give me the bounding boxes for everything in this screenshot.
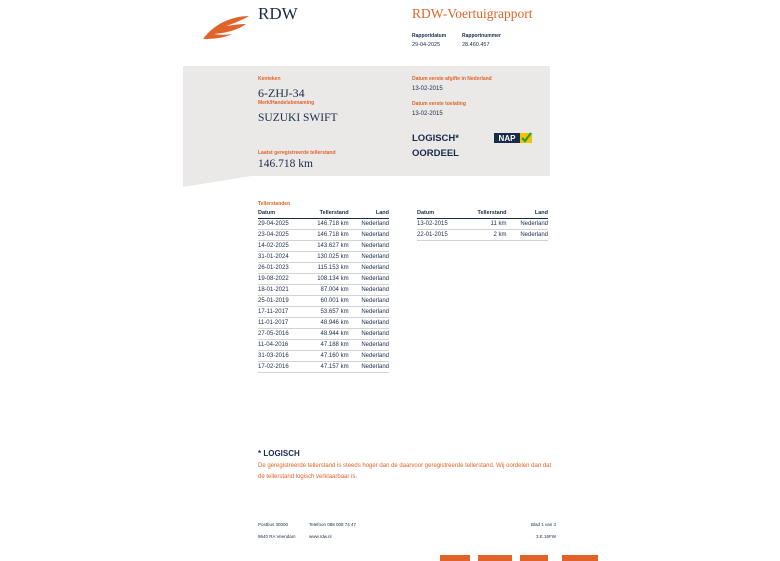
reading-country: Nederland: [506, 219, 548, 230]
reading-country: Nederland: [349, 307, 389, 318]
verdict-subtitle: OORDEEL: [412, 148, 459, 159]
first-admission-label: Datum eerste toelating: [412, 101, 466, 107]
odometer-value: 146.718 km: [258, 158, 313, 170]
reading-value: 143.627 km: [303, 241, 349, 252]
table-row: [258, 252, 389, 263]
reading-date: 17-11-2017: [258, 307, 303, 318]
table-row: [258, 318, 389, 329]
report-number: 28.460.457: [462, 42, 490, 48]
table-row: [258, 362, 389, 373]
vehicle-brand: SUZUKI SWIFT: [258, 112, 338, 124]
reading-date: 11-04-2016: [258, 340, 303, 351]
col-reading: Tellerstand: [303, 209, 349, 219]
reading-date: 27-05-2016: [258, 329, 303, 340]
report-date-label: Rapportdatum: [412, 33, 447, 39]
reading-country: Nederland: [349, 329, 389, 340]
reading-date: 29-04-2025: [258, 219, 303, 230]
reading-value: 47.157 km: [303, 362, 349, 373]
reading-value: 115.153 km: [303, 263, 349, 274]
reading-date: 25-01-2019: [258, 296, 303, 307]
reading-value: 60.001 km: [303, 296, 349, 307]
footer-website: www.rdw.nl: [309, 534, 332, 539]
license-plate: 6-ZHJ-34: [258, 86, 305, 100]
report-number-label: Rapportnummer: [462, 33, 501, 39]
col-date: Datum: [258, 209, 303, 219]
footnote-text: De geregistreerde tellerstand is steeds hoger dan de daarvoor geregistreerde tellerstand. Wij oordelen dan dat de tellerstand logisch verklaarbaar is.: [258, 463, 552, 480]
first-admission-date: 13-02-2015: [412, 111, 443, 117]
table-row: [258, 274, 389, 285]
table-row: [417, 219, 548, 230]
table-row: [258, 340, 389, 351]
reading-value: 2 km: [463, 230, 506, 241]
reading-value: 47.160 km: [303, 351, 349, 362]
brand-name: RDW: [258, 4, 298, 23]
reading-date: 31-03-2016: [258, 351, 303, 362]
readings-table-left: [258, 209, 389, 373]
reading-country: Nederland: [506, 230, 548, 241]
reading-value: 130.025 km: [303, 252, 349, 263]
reading-country: Nederland: [349, 219, 389, 230]
reading-value: 146.718 km: [303, 219, 349, 230]
nap-logo: [494, 131, 532, 145]
nap-text: NAP: [498, 134, 516, 143]
reading-date: 19-08-2022: [258, 274, 303, 285]
table-row: [417, 230, 548, 241]
reading-date: 23-04-2025: [258, 230, 303, 241]
odometer-label: Laatst geregistreerde tellerstand: [258, 150, 336, 156]
decor-shape: [440, 555, 470, 561]
rdw-logo: [202, 14, 250, 40]
reading-date: 13-02-2015: [417, 219, 463, 230]
reading-date: 22-01-2015: [417, 230, 463, 241]
reading-country: Nederland: [349, 230, 389, 241]
readings-title: Tellerstanden: [258, 201, 291, 207]
table-row: [258, 263, 389, 274]
table-row: [258, 296, 389, 307]
document-code: 3.E.16FW: [535, 534, 556, 539]
reading-value: 47.188 km: [303, 340, 349, 351]
report-title: RDW-Voertuigrapport: [412, 6, 533, 21]
panel-notch: [183, 175, 257, 187]
reading-country: Nederland: [349, 274, 389, 285]
table-row: [258, 230, 389, 241]
reading-country: Nederland: [349, 340, 389, 351]
readings-table-right: [417, 209, 548, 241]
reading-value: 53.657 km: [303, 307, 349, 318]
reading-country: Nederland: [349, 285, 389, 296]
reading-country: Nederland: [349, 351, 389, 362]
reading-date: 31-01-2024: [258, 252, 303, 263]
reading-value: 146.718 km: [303, 230, 349, 241]
table-row: [258, 219, 389, 230]
footer-address-line2: 9640 RA Veendam: [258, 534, 296, 539]
col-reading: Tellerstand: [463, 209, 506, 219]
first-nl-date: 13-02-2015: [412, 86, 443, 92]
brand-label: Merk/Handelsbenaming: [258, 100, 315, 106]
reading-value: 48.944 km: [303, 329, 349, 340]
col-date: Datum: [417, 209, 463, 219]
table-row: [258, 351, 389, 362]
decor-shape: [562, 555, 598, 561]
vehicle-summary-panel: [183, 66, 550, 176]
footnote-title: * LOGISCH: [258, 449, 300, 458]
reading-value: 48.946 km: [303, 318, 349, 329]
reading-country: Nederland: [349, 296, 389, 307]
col-country: Land: [506, 209, 548, 219]
table-row: [258, 241, 389, 252]
report-date: 29-04-2025: [412, 42, 441, 48]
footer-address-line1: Postbus 30000: [258, 522, 289, 527]
reading-country: Nederland: [349, 318, 389, 329]
decor-shape: [520, 555, 548, 561]
reading-date: 26-01-2023: [258, 263, 303, 274]
table-row: [258, 307, 389, 318]
page-number: Blad 1 van 3: [530, 522, 556, 527]
reading-value: 87.004 km: [303, 285, 349, 296]
first-nl-label: Datum eerste afgifte in Nederland: [412, 76, 492, 82]
reading-date: 18-01-2021: [258, 285, 303, 296]
col-country: Land: [349, 209, 389, 219]
reading-value: 108.134 km: [303, 274, 349, 285]
table-row: [258, 329, 389, 340]
footer-phone: Telefoon 088 008 74 47: [309, 522, 357, 527]
reading-country: Nederland: [349, 263, 389, 274]
reading-country: Nederland: [349, 241, 389, 252]
reading-country: Nederland: [349, 252, 389, 263]
reading-date: 14-02-2025: [258, 241, 303, 252]
decor-shape: [478, 555, 512, 561]
reading-country: Nederland: [349, 362, 389, 373]
table-row: [258, 285, 389, 296]
verdict-title: LOGISCH*: [412, 133, 459, 144]
reading-date: 11-01-2017: [258, 318, 303, 329]
reading-date: 17-02-2016: [258, 362, 303, 373]
plate-label: Kenteken: [258, 76, 281, 82]
reading-value: 11 km: [463, 219, 506, 230]
